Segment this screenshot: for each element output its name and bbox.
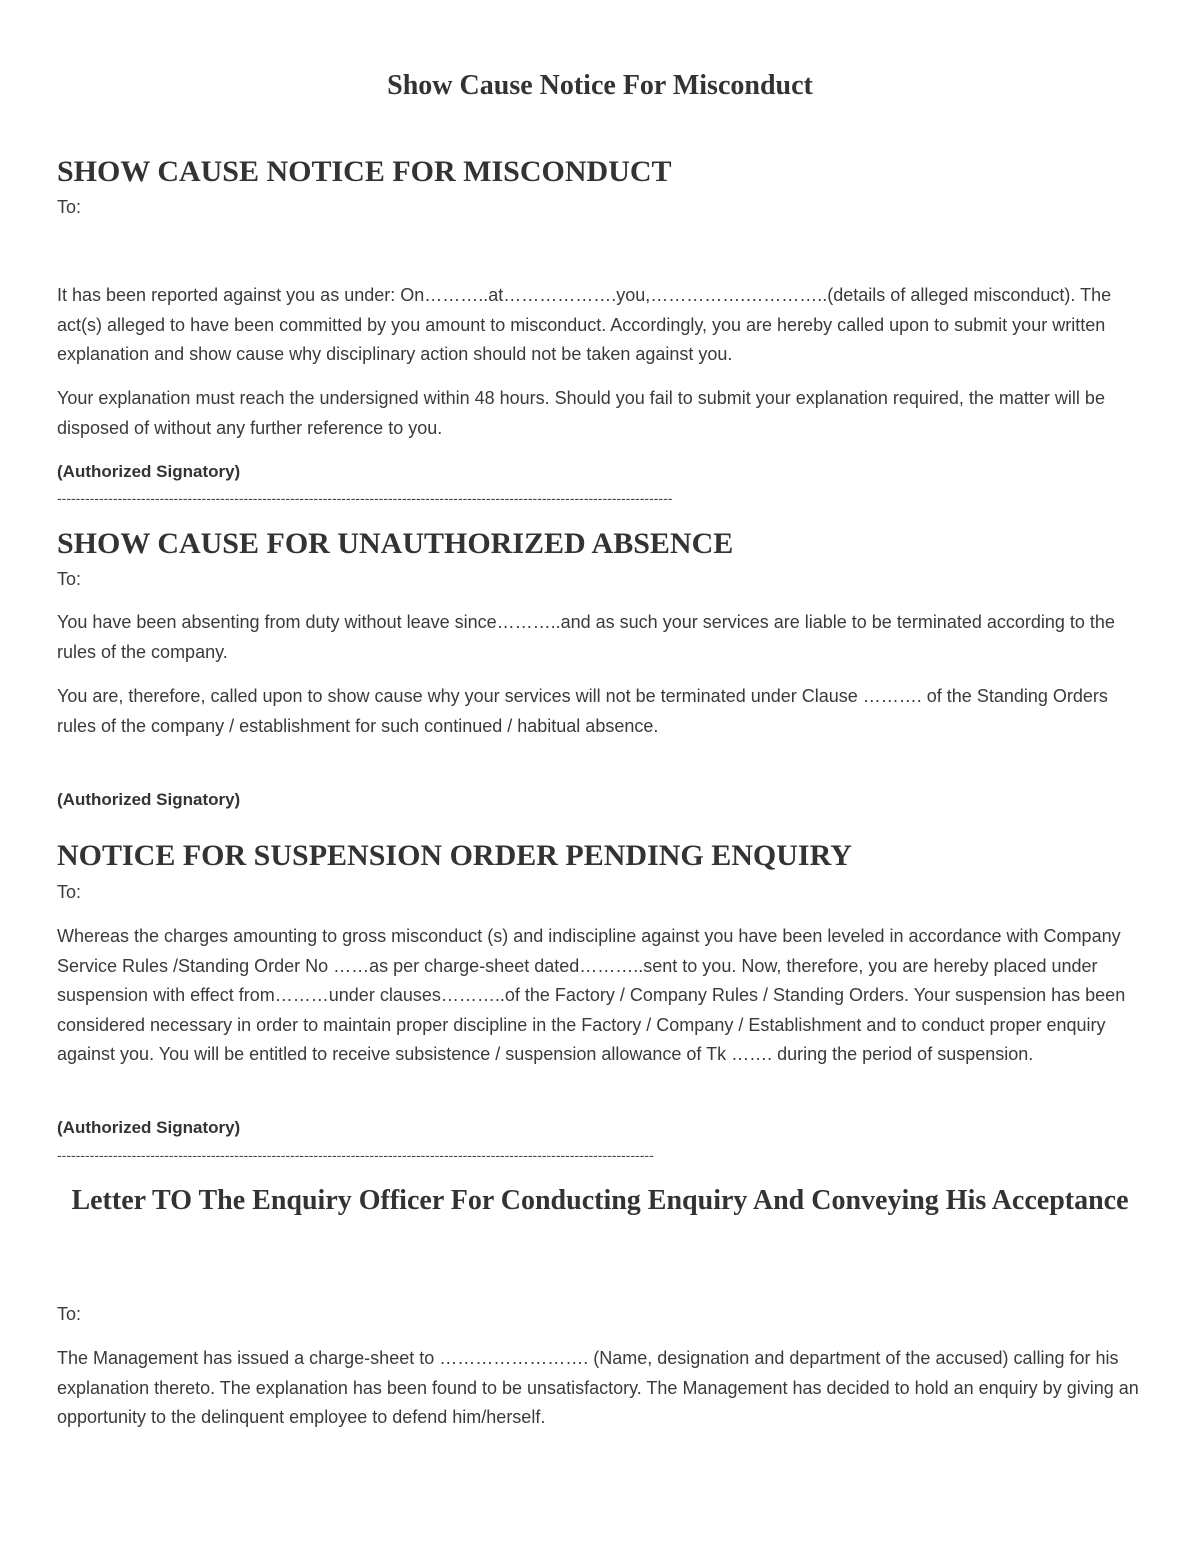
- paragraph: You are, therefore, called upon to show cause why your services will not be terminated under Clause ………. of the Standing Orders rules of the company / establishment for such continued / habitual absence.: [57, 686, 1108, 736]
- document-title: Show Cause Notice For Misconduct: [387, 70, 813, 101]
- addressee-label: To:: [57, 882, 82, 902]
- paragraph: The Management has issued a charge-sheet to ……………………. (Name, designation and department of the accused) calling for his explanation thereto. The explanation has been found to be unsatisfactory. The Management has decided to hold an enquiry by giving an opportunity to the delinquent employee to defend him/herself.: [57, 1348, 1139, 1427]
- letter-title: Letter TO The Enquiry Officer For Conducting Enquiry And Conveying His Acceptance: [71, 1185, 1129, 1216]
- authorized-signatory: (Authorized Signatory): [57, 790, 241, 809]
- dashed-divider: --------------------------------------------------------------------------------------------------------------------------------: [57, 1147, 654, 1163]
- authorized-signatory: (Authorized Signatory): [57, 462, 241, 481]
- addressee-label: To:: [57, 1304, 82, 1324]
- paragraph: Your explanation must reach the undersigned within 48 hours. Should you fail to submit your explanation required, the matter will be disposed of without any further reference to you.: [57, 388, 1105, 438]
- dashed-divider: ------------------------------------------------------------------------------------------------------------------------------------: [57, 490, 673, 506]
- paragraph: Whereas the charges amounting to gross misconduct (s) and indiscipline against you have been leveled in accordance with Company Service Rules /Standing Order No ……as per charge-sheet dated………..sent to you. Now, therefore, you are hereby placed under suspension with effect from………under clauses………..of the Factory / Company Rules / Standing Orders. Your suspension has been considered necessary in order to maintain proper discipline in the Factory / Company / Establishment and to conduct proper enquiry against you. You will be entitled to receive subsistence / suspension allowance of Tk ……. during the period of suspension.: [57, 926, 1126, 1064]
- section-heading-absence: SHOW CAUSE FOR UNAUTHORIZED ABSENCE: [57, 527, 734, 560]
- paragraph: It has been reported against you as under: On………..at……………….you,…………….…………..(details of alleged misconduct). The act(s) alleged to have been committed by you amount to misconduct. Accordingly, you are hereby called upon to submit your written explanation and show cause why disciplinary action should not be taken against you.: [57, 285, 1112, 364]
- section-heading-suspension: NOTICE FOR SUSPENSION ORDER PENDING ENQUIRY: [57, 839, 852, 872]
- section-heading-misconduct: SHOW CAUSE NOTICE FOR MISCONDUCT: [57, 155, 672, 188]
- paragraph: You have been absenting from duty without leave since………..and as such your services are liable to be terminated according to the rules of the company.: [57, 612, 1115, 662]
- addressee-label: To:: [57, 569, 82, 589]
- addressee-label: To:: [57, 197, 82, 217]
- authorized-signatory: (Authorized Signatory): [57, 1118, 241, 1137]
